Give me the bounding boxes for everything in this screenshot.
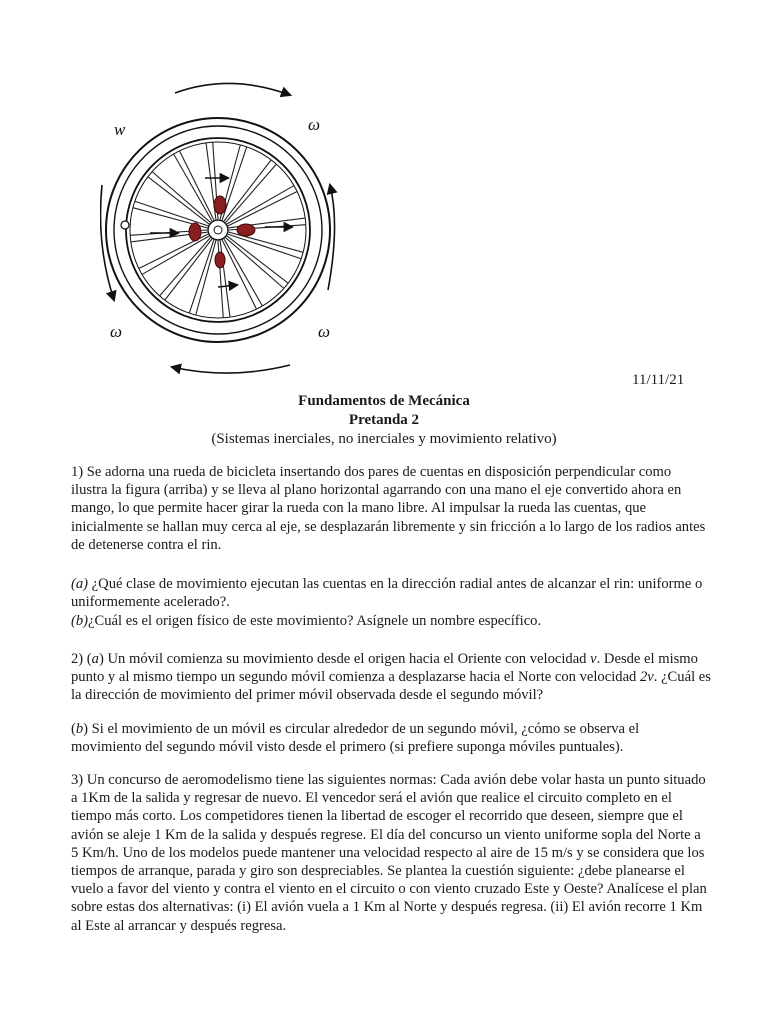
question-2a-text-2: . Desde el mismo punto y al mismo tiempo un segundo móvil comienza a desplazarse hacia el Norte con velocidad	[71, 651, 698, 686]
question-3-text: 3) Un concurso de aeromodelismo tiene las siguientes normas: Cada avión debe volar hasta un punto situado a 1Km de la salida y regresar de nuevo. El vencedor será el avión que realice el circuito completo en el tiempo más corto. Los competidores tienen la libertad de escoger el recorrido que deseen, siempre que el avión se aleje 1 Km de la salida y después regrese. El día del concurso un viento uniforme sopla del Norte a 5 Km/h. Uno de los modelos puede mantener una velocidad respecto al aire de 15 m/s y se considera que los tiempos de arranque, parada y giro son despreciables. Se plantea la cuestión siguiente: ¿debe planearse el vuelo a favor del viento y contra el viento en el circuito o con viento cruzado Este y Oeste? Analícese el plan sobre estas dos alternativas: (i) El avión vuela a 1 Km al Norte y después regresa. (ii) El avión recorre 1 Km al Este al arrancar y después regresa.	[71, 772, 707, 934]
bead-top	[214, 196, 226, 214]
bicycle-wheel-figure	[100, 75, 350, 385]
page-subtitle: Pretanda 2	[348, 412, 420, 428]
spoke	[160, 238, 211, 296]
question-1a-label: (a)	[71, 576, 89, 592]
question-1b-label: (b)	[71, 613, 89, 629]
question-2a-label: a	[91, 651, 99, 667]
bead-right	[237, 224, 255, 236]
question-1b	[71, 612, 711, 630]
spoke	[135, 201, 208, 226]
symbol-v: v	[590, 651, 597, 667]
page-title: Fundamentos de Mecánica	[298, 393, 470, 409]
question-2b-text: ) Si el movimiento de un móvil es circular alrededor de un segundo móvil, ¿cómo se observa el movimiento del segundo móvil visto desde el primero (si prefiere suponga móviles puntuales).	[71, 721, 640, 756]
question-2b-label: b	[75, 721, 84, 737]
label-omega-right: ω	[318, 322, 331, 341]
spoke	[189, 240, 214, 313]
valve-icon	[121, 221, 129, 229]
rotation-arrow-bottom	[172, 365, 290, 373]
label-omega-top: ω	[308, 115, 321, 134]
question-1b-text: ¿Cuál es el origen físico de este movimiento? Asígnele un nombre específico.	[88, 613, 542, 629]
page-topic-note: (Sistemas inerciales, no inerciales y movimiento relativo)	[211, 431, 557, 447]
question-1-text: 1) Se adorna una rueda de bicicleta insertando dos pares de cuentas en disposición perpendicular como ilustra la figura (arriba) y se lleva al plano horizontal agarrando con una mano el eje convertido ahora en mango, lo que permite hacer girar la rueda con la mano libre. Al impulsar la rueda las cuentas, que inicialmente se hallan muy cerca al eje, se desplazarán libremente y sin fricción a lo largo de los radios antes de detenerse contra el rin.	[71, 464, 706, 553]
bead-left	[189, 223, 201, 241]
spoke	[226, 238, 284, 289]
label-omega-left: ω	[110, 322, 123, 341]
date: 11/11/21	[632, 372, 685, 388]
question-2a-prefix: 2) (	[71, 651, 92, 667]
question-1a-text: ¿Qué clase de movimiento ejecutan las cuentas en la dirección radial antes de alcanzar el rin: uniforme o uniformemente acelerado?.	[71, 576, 703, 611]
question-2b	[71, 720, 711, 756]
spoke	[228, 234, 301, 259]
question-1a	[71, 575, 711, 611]
spoke	[196, 241, 216, 315]
question-2a-text-1: ) Un móvil comienza su movimiento desde el origen hacia el Oriente con velocidad	[98, 651, 591, 667]
spoke	[229, 232, 303, 252]
question-2a-text-3: . ¿Cuál es la dirección de movimiento del primer móvil observada desde el segundo móvil?	[71, 669, 711, 704]
symbol-2v: 2v	[640, 669, 654, 686]
spoke	[152, 172, 210, 223]
question-2b-prefix: (	[71, 721, 76, 737]
question-2a	[71, 650, 711, 705]
bead-bottom	[215, 252, 225, 268]
label-w: w	[114, 120, 126, 139]
rotation-arrow-top	[175, 83, 290, 95]
spoke	[226, 164, 277, 222]
